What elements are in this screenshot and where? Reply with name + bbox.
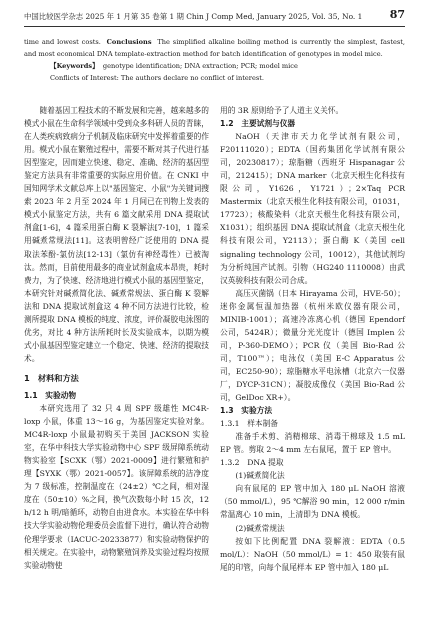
running-header	[24, 10, 405, 27]
reagents-paragraph: NaOH（天津市天力化学试剂有限公司，F20111020）；EDTA（国药集团化学试剂有限公司，20230817）；琼脂糖（西班牙 Hispanagar 公司，212415）；DNA marker（北京天根生化科技有限公司，Y1626，Y1721）；2×Taq PCR Mastermix（北京天根生化科技有限公司，01031，17723）；核酸染料（北京天根生化科技有限公司，X1031）；组织基因 DNA 提取试剂盒（北京天根生化科技有限公司，Y2113）；蛋白酶 K（美国 cell signaling technology 公司，10012），其他试剂均为分析纯国产试剂。引物（HG240 1110008）由武汉英骏科技有限公司合成。	[220, 132, 405, 285]
subsection-heading-sample-prep: 1.3.1 样本制备	[220, 419, 278, 429]
left-column	[24, 104, 209, 572]
page-number: 87	[389, 8, 405, 21]
subsection-heading-reagents: 1.2 主要试剂与仪器	[220, 119, 296, 129]
abstract-tail	[24, 36, 405, 84]
method1-title: (1)碱煮简化法	[235, 471, 285, 481]
intro-paragraph: 随着基因工程技术的不断发展和完善，越来越多的模式小鼠在生命科学领域中受到众多科研人员的青睐，在人类疾病致病分子机制及临床研究中发挥着重要的作用。模式小鼠在繁殖过程中，需要不断对其子代进行基因型鉴定，因而建立快速、稳定、准确、经济的基因型鉴定方法具有非常重要的实际应用价值。在 CNKI 中国知网学术文献总库上以"基因鉴定、小鼠"为关键词搜索 2023 年 2 月至 2024 年 1 月间已在刊物上发表的模式小鼠鉴定方法，共有 6 篇文献采用 DNA 提取试剂盒[1-6]，4 篇采用蛋白酶 K 裂解法[7-10]，1 篇采用碱煮常规法[11]。这表明曾经广泛使用的 DNA 提取法苯酚-氯仿法[12-13]（氯仿有神经毒性）已被淘汰。然而，目前使用最多的商业试剂盒成本昂贵，耗时费力，为了快速、经济地进行模式小鼠的基因型鉴定，本研究针对碱煮简化法、碱煮常规法、蛋白酶 K 裂解法和 DNA 提取试剂盒这 4 种不同方法进行比较，检测所提取 DNA 模板的纯度、浓度，评价凝胶电泳图的优劣，对比 4 种方法所耗时长及实验成本，以期为模式小鼠基因型鉴定建立一个稳定、快速、经济的提取技术。	[24, 106, 209, 363]
subsection-heading-methods: 1.3 实验方法	[220, 406, 273, 416]
subsection-heading-dna-extraction: 1.3.2 DNA 提取	[220, 458, 284, 468]
keywords-text: genotype identification; DNA extraction; PCR; model mice	[102, 62, 298, 70]
abstract-line: time and lowest costs.	[24, 38, 101, 46]
subsection-heading-animals: 1.1 实验动物	[24, 390, 77, 400]
instruments-paragraph: 高压灭菌锅（日本 Hirayama 公司，HVE-50）；迷你金属恒温加热器（杭州米欧仪器有限公司，MINIB-1001）；高速冷冻离心机（德国 Ependorf 公司，5424R）；微量分光光度计（德国 Implen 公司，P-360-DEMO）；PCR 仪（美国 Bio-Rad 公司，T100™）；电泳仪（美国 E-C Apparatus 公司，EC250-90）；琼脂糖水平电泳槽（北京六一仪器厂，DYCP-31CN）；凝胶成像仪（美国 Bio-Rad 公司，GelDoc XR+）。	[220, 288, 405, 403]
conclusions-text: The simplified alkaline boiling method is currently the simplest, fastest, and most economical DNA template-extraction method for batch identification of genotypes in model mice.	[24, 38, 405, 58]
right-column	[220, 104, 405, 574]
continued-paragraph: 用的 3R 原则给予了人道主义关怀。	[220, 106, 344, 115]
journal-citation: 中国比较医学杂志 2025 年 1 月第 35 卷第 1 期 Chin J Comp Med, January 2025, Vol. 35, No. 1	[24, 12, 363, 21]
keywords-label: 【Keywords】	[50, 62, 99, 70]
method2-paragraph: 按如下比例配置 DNA 裂解液：EDTA（0.5 mol/L）：NaOH（50 mmol/L）= 1：450 取装有鼠尾的印管，向每个鼠尾样本 EP 管中加入 180 μL	[220, 536, 405, 572]
section-heading-materials-methods: 1 材料和方法	[24, 372, 79, 383]
animals-paragraph: 本研究选用了 32 只 4 周 SPF 级雄性 MC4R-loxp 小鼠，体重 13～16 g，为基因鉴定实验对象。MC4R-loxp 小鼠最初购买于美国 JACKSON 实验室，在华中科技大学实验动物中心 SPF 级屏障系统动物实验室【SCXK（鄂）2021-0009】进行繁殖和护理【SYXK（鄂）2021-0057】。该屏障系统的洁净度为 7 级标准，控制温度在（24±2）℃之间，相对湿度在（50±10）%之间，换气次数每小时 15 次，12 h/12 h 明/暗循环，动物自由进食水。本实验在华中科技大学实验动物伦理委员会监督下进行，确认符合动物伦理学要求（IACUC-20233877）和实验动物保护的相关规定。在实验中，动物繁殖饲养及实验过程均按照实验动物使	[24, 404, 209, 570]
method2-title: (2)碱煮常规法	[235, 523, 285, 533]
conflicts-statement: Conflicts of Interest: The authors declare no conflict of interest.	[50, 74, 264, 82]
sample-paragraph: 准备手术剪、消精棉球、消毒干棉球及 1.5 mL EP 管。剪取 2～4 mm 左右鼠尾，置于 EP 管中。	[220, 432, 405, 455]
method1-paragraph: 向有鼠尾的 EP 管中加入 180 μL NaOH 溶液（50 mmol/L），95 ℃解浴 90 min，12 000 r/min 常温离心 10 min，上清即为 DNA 模板。	[220, 484, 405, 520]
conclusions-label: Conclusions	[106, 38, 152, 46]
